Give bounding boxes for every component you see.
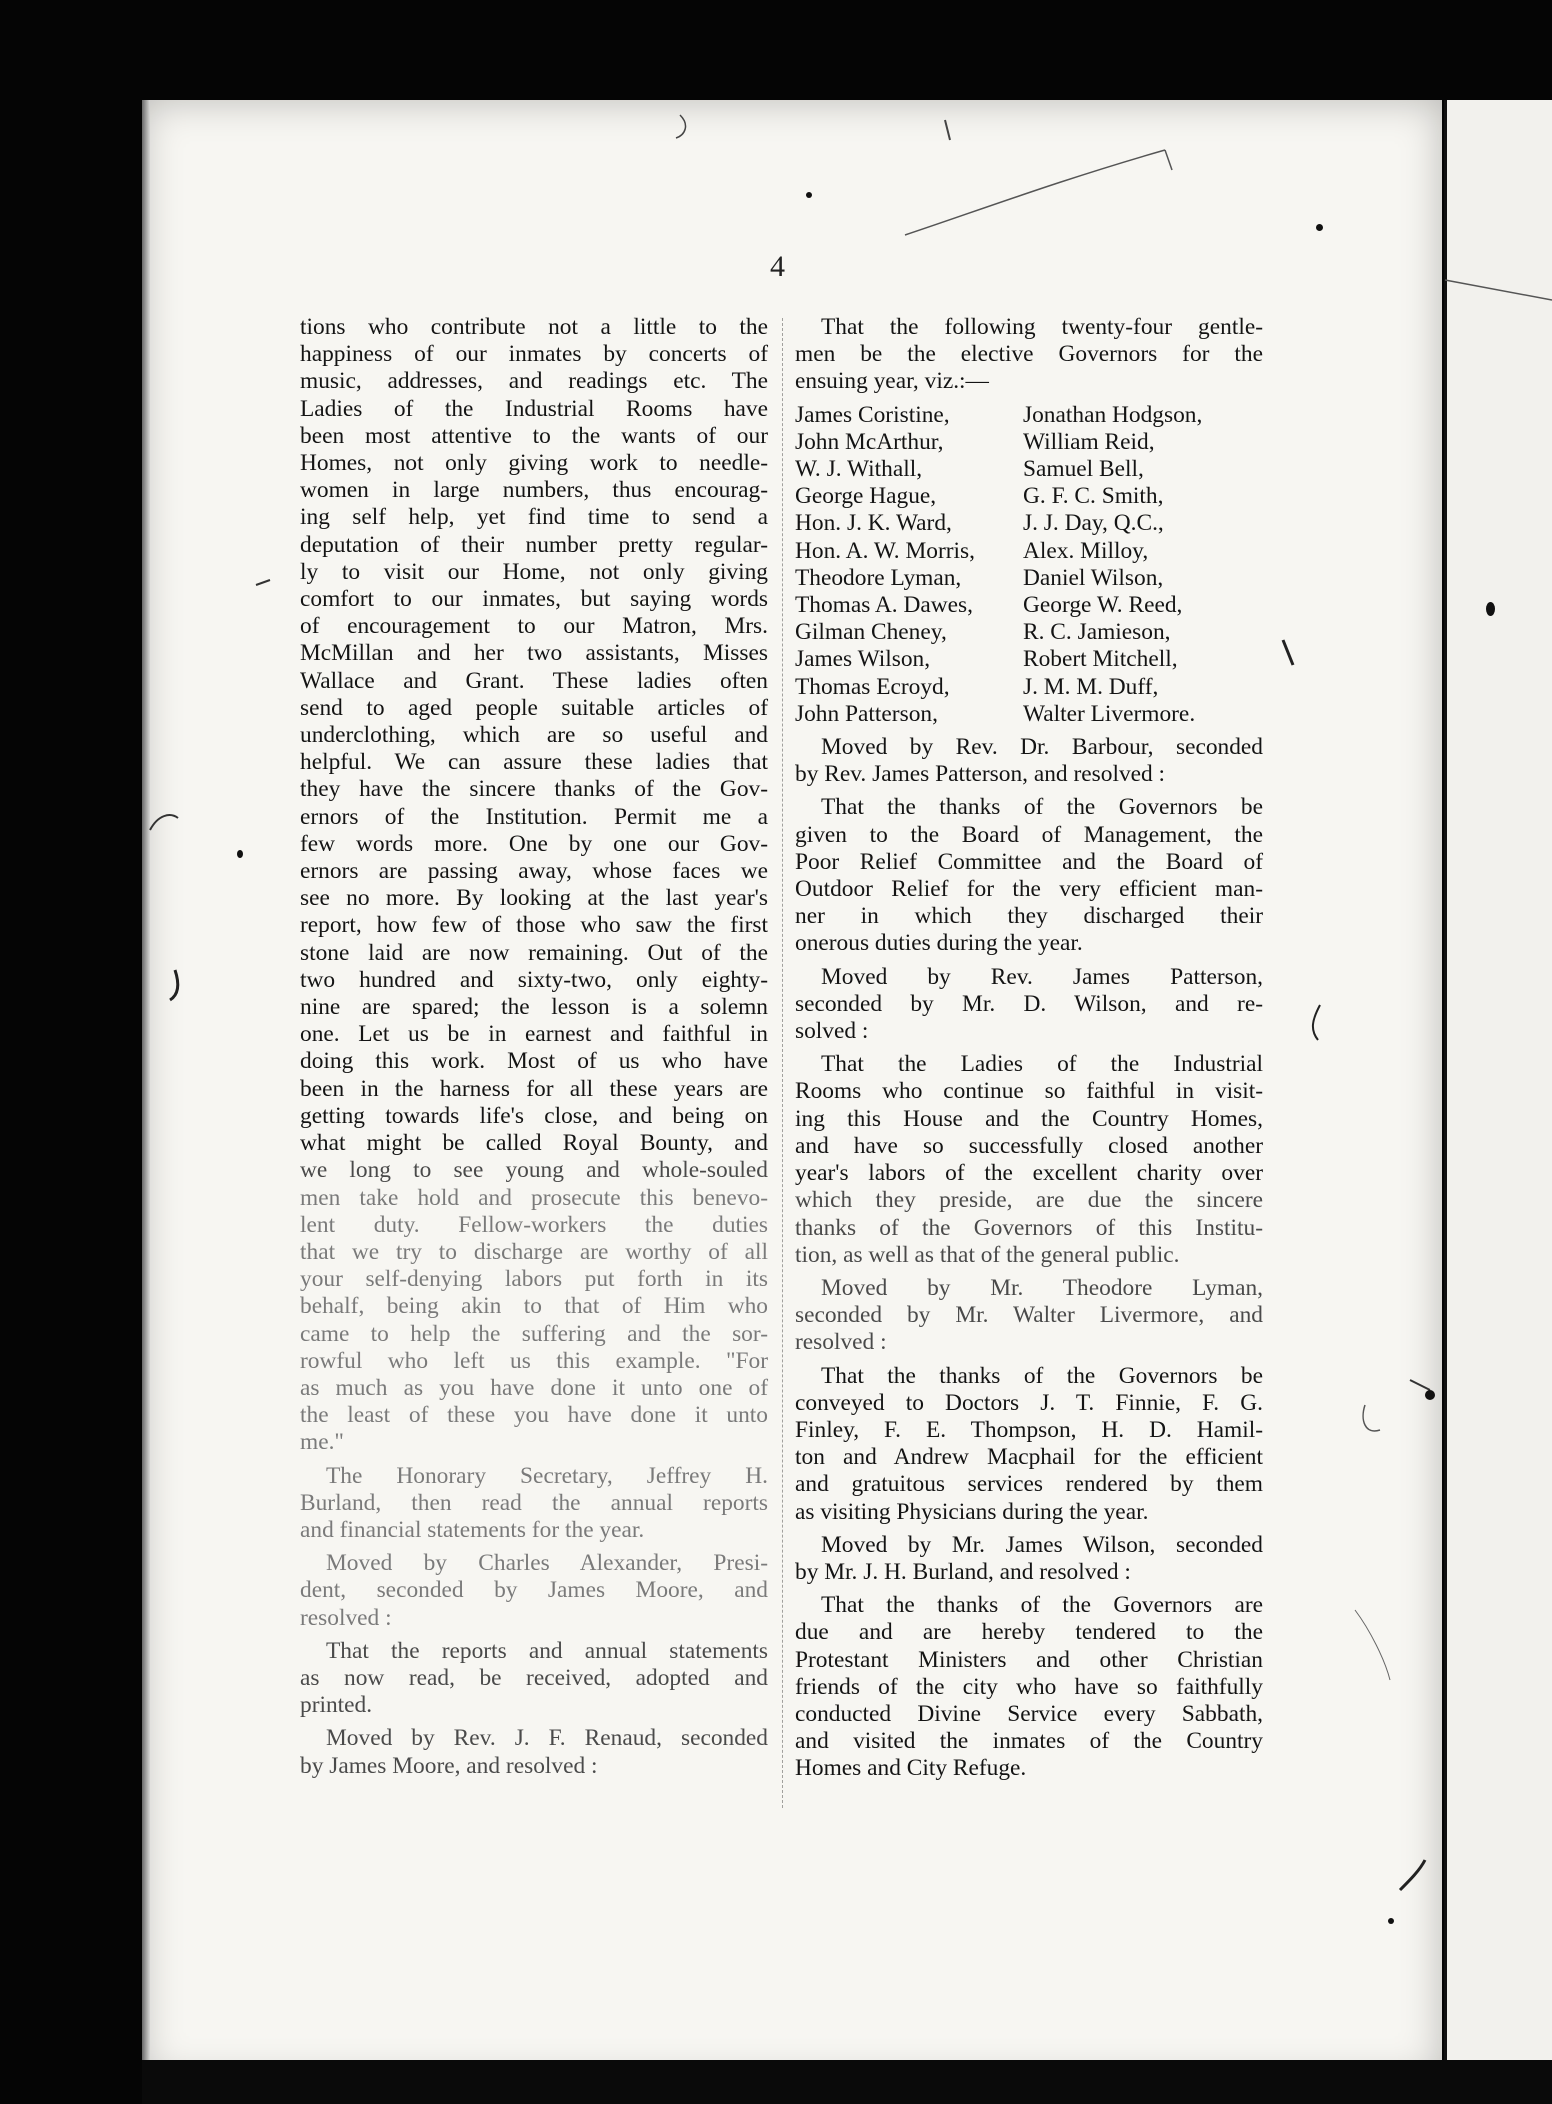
secretary-report-paragraph [300,1463,768,1545]
text-line: which they preside, are due the sincere [795,1187,1263,1214]
text-line: stone laid are now remaining. Out of the [300,939,768,966]
governor-name: Alex. Milloy, [1023,537,1149,564]
text-line: lent duty. Fellow-workers the duties [300,1211,768,1238]
motion-paragraph [300,1725,768,1779]
text-line: as now read, be received, adopted and [300,1664,768,1691]
text-line: tions who contribute not a little to the [300,314,768,340]
text-line: ing this House and the Country Homes, [795,1105,1263,1132]
text-line: send to aged people suitable articles of [300,694,768,721]
text-line: ing self help, yet find time to send a [300,504,768,531]
text-line: Wallace and Grant. These ladies often [300,667,768,694]
governor-name: J. M. M. Duff, [1023,673,1159,700]
governor-name: George Hague, [795,483,937,510]
text-line: given to the Board of Management, the [795,821,1263,848]
text-line: seconded by Mr. Walter Livermore, and [795,1302,1263,1329]
text-line: helpful. We can assure these ladies that [300,749,768,776]
governor-name: Hon. J. K. Ward, [795,510,952,537]
governor-name: James Coristine, [795,401,950,428]
governor-name: John Patterson, [795,700,938,727]
text-line: Ladies of the Industrial Rooms have [300,395,768,422]
resolution-paragraph [795,1363,1263,1526]
text-line: That the following twenty-four gentle- [821,314,1263,340]
text-line: by James Moore, and resolved : [300,1752,598,1779]
text-line: Homes and City Refuge. [795,1755,1027,1782]
text-line: and visited the inmates of the Country [795,1728,1263,1755]
ink-speck [806,192,812,198]
text-line: happiness of our inmates by concerts of [300,341,768,368]
text-line: friends of the city who have so faithfully [795,1673,1263,1700]
resolution-paragraph [795,1592,1263,1782]
text-line: me." [300,1429,344,1456]
text-line: The Honorary Secretary, Jeffrey H. [326,1462,768,1489]
ink-speck [1316,224,1323,231]
text-line: McMillan and her two assistants, Misses [300,640,768,667]
text-line: due and are hereby tendered to the [795,1619,1263,1646]
governor-name: G. F. C. Smith, [1023,483,1164,510]
left-column [300,314,768,1786]
text-line: your self-denying labors put forth in its [300,1266,768,1293]
text-line: came to help the suffering and the sor- [300,1320,768,1347]
text-line: resolved : [795,1329,887,1356]
text-line: ton and Andrew Macphail for the efficient [795,1444,1263,1471]
text-line: Moved by Mr. James Wilson, seconded [821,1531,1263,1558]
text-line: Moved by Mr. Theodore Lyman, [821,1274,1263,1301]
text-line: Moved by Rev. Dr. Barbour, seconded [821,734,1263,761]
right-column [795,314,1263,1789]
text-line: Finley, F. E. Thompson, H. D. Hamil- [795,1416,1263,1443]
ink-speck [237,850,243,858]
text-line: Burland, then read the annual reports [300,1489,768,1516]
text-line: Protestant Ministers and other Christian [795,1646,1263,1673]
column-divider [782,318,784,1808]
text-line: Moved by Rev. J. F. Renaud, seconded [326,1725,768,1752]
resolution-paragraph [300,1638,768,1720]
text-line: Rooms who continue so faithful in visit- [795,1078,1263,1105]
governor-name: George W. Reed, [1023,592,1183,619]
text-line: by Rev. James Patterson, and resolved : [795,761,1166,788]
text-line: thanks of the Governors of this Institu- [795,1214,1263,1241]
text-line: ernors of the Institution. Permit me a [300,803,768,830]
motion-paragraph [795,1275,1263,1357]
governor-name: Theodore Lyman, [795,564,962,591]
text-line: by Mr. J. H. Burland, and resolved : [795,1558,1131,1585]
resolution-paragraph [795,1051,1263,1269]
text-line: That the reports and annual statements [326,1637,768,1664]
text-line: what might be called Royal Bounty, and [300,1130,768,1157]
text-line: they have the sincere thanks of the Gov- [300,776,768,803]
governor-name: Robert Mitchell, [1023,646,1178,673]
text-line: tion, as well as that of the general public. [795,1241,1180,1268]
ink-speck [1425,1390,1435,1400]
text-line: Poor Relief Committee and the Board of [795,848,1263,875]
text-line: Moved by Rev. James Patterson, [821,963,1263,990]
text-line: report, how few of those who saw the first [300,912,768,939]
text-line: getting towards life's close, and being on [300,1102,768,1129]
governor-name: Gilman Cheney, [795,619,947,646]
text-line: resolved : [300,1604,392,1631]
text-line: year's labors of the excellent charity over [795,1160,1263,1187]
text-line: seconded by Mr. D. Wilson, and re- [795,990,1263,1017]
governor-name: Daniel Wilson, [1023,564,1164,591]
motion-paragraph [795,1532,1263,1586]
text-line: as visiting Physicians during the year. [795,1498,1149,1525]
text-line: That the thanks of the Governors be [821,794,1263,821]
text-line: of encouragement to our Matron, Mrs. [300,613,768,640]
text-line: Outdoor Relief for the very efficient man- [795,876,1263,903]
text-line: women in large numbers, thus encourag- [300,477,768,504]
governor-name: William Reid, [1023,428,1155,455]
text-line: comfort to our inmates, but saying words [300,586,768,613]
text-line: That the Ladies of the Industrial [821,1051,1263,1078]
text-line: as much as you have done it unto one of [300,1374,768,1401]
ink-speck [1486,602,1495,616]
text-line: and financial statements for the year. [300,1516,645,1543]
text-line: ner in which they discharged their [795,903,1263,930]
governor-name: James Wilson, [795,646,931,673]
text-line: printed. [300,1692,373,1719]
governor-name: John McArthur, [795,428,944,455]
text-line: and gratuitous services rendered by them [795,1471,1263,1498]
text-line: nine are spared; the lesson is a solemn [300,994,768,1021]
text-line: behalf, being akin to that of Him who [300,1293,768,1320]
motion-paragraph [300,1550,768,1632]
text-line: That the thanks of the Governors be [821,1362,1263,1389]
text-line: deputation of their number pretty regular- [300,531,768,558]
text-line: onerous duties during the year. [795,930,1083,957]
text-line: that we try to discharge are worthy of all [300,1238,768,1265]
governor-name: Thomas A. Dawes, [795,592,973,619]
text-line: we long to see young and whole-souled [300,1157,768,1184]
text-line: music, addresses, and readings etc. The [300,368,768,395]
text-line: Moved by Charles Alexander, Presi- [326,1550,768,1577]
resolution-paragraph [795,794,1263,957]
text-line: Homes, not only giving work to needle- [300,450,768,477]
text-line: been most attentive to the wants of our [300,422,768,449]
text-line: That the thanks of the Governors are [821,1592,1263,1619]
text-line: the least of these you have done it unto [300,1402,768,1429]
governors-list [795,402,1263,728]
text-line: conducted Divine Service every Sabbath, [795,1700,1263,1727]
text-line: conveyed to Doctors J. T. Finnie, F. G. [795,1389,1263,1416]
text-line: men take hold and prosecute this benevo- [300,1184,768,1211]
text-line: men be the elective Governors for the [795,341,1263,368]
text-line: dent, seconded by James Moore, and [300,1577,768,1604]
governor-name: Walter Livermore. [1023,700,1196,727]
ink-speck [1388,1918,1394,1924]
text-line: ly to visit our Home, not only giving [300,558,768,585]
governor-name: Thomas Ecroyd, [795,673,950,700]
text-line: one. Let us be in earnest and faithful in [300,1021,768,1048]
motion-paragraph [795,964,1263,1046]
left-paragraph-main [300,314,768,1457]
governor-name: J. J. Day, Q.C., [1023,510,1164,537]
governor-name: Jonathan Hodgson, [1023,401,1203,428]
text-line: few words more. One by one our Gov- [300,830,768,857]
text-line: rowful who left us this example. "For [300,1347,768,1374]
page-number: 4 [770,250,785,283]
governor-name: W. J. Withall, [795,456,923,483]
governor-name: R. C. Jamieson, [1023,619,1171,646]
text-line: see no more. By looking at the last year's [300,885,768,912]
motion-paragraph [795,734,1263,788]
text-line: been in the harness for all these years are [300,1075,768,1102]
text-line: ernors are passing away, whose faces we [300,858,768,885]
text-line: ensuing year, viz.:— [795,368,989,395]
text-line: doing this work. Most of us who have [300,1048,768,1075]
governor-name: Samuel Bell, [1023,456,1144,483]
text-line: and have so successfully closed another [795,1132,1263,1159]
text-line: two hundred and sixty-two, only eighty- [300,966,768,993]
text-line: underclothing, which are so useful and [300,722,768,749]
governors-intro [795,314,1263,396]
text-line: solved : [795,1018,869,1045]
governor-name: Hon. A. W. Morris, [795,537,975,564]
